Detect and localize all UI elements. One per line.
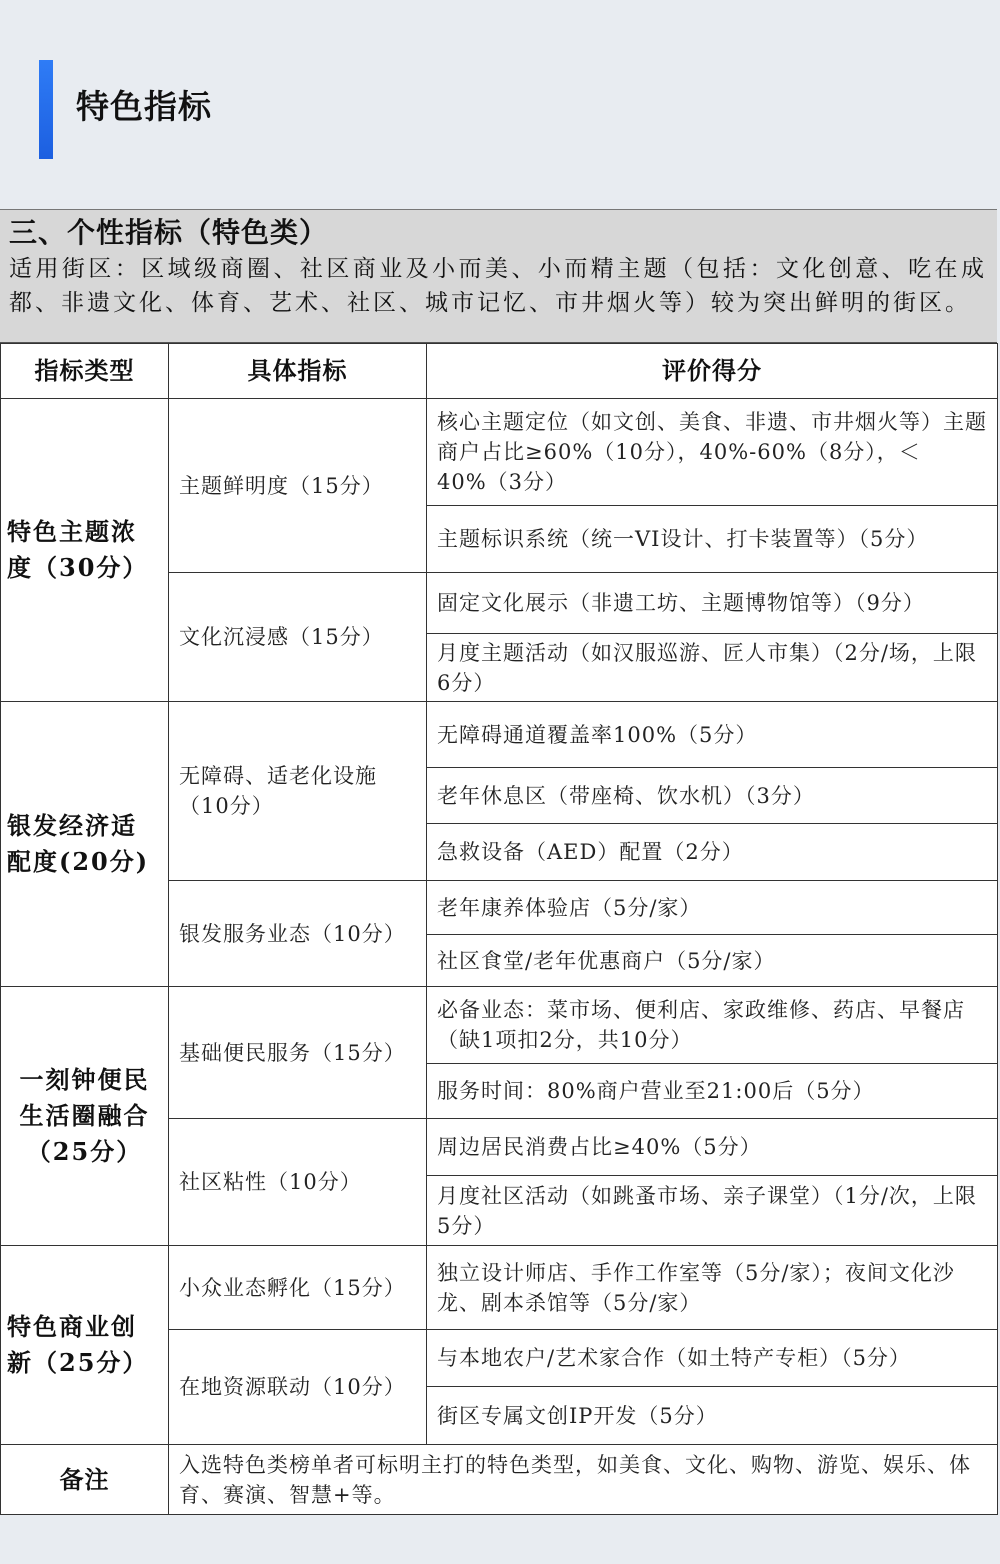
criteria-cell: 独立设计师店、手作工作室等（5分/家）；夜间文化沙龙、剧本杀馆等（5分/家） — [427, 1246, 998, 1330]
table-row — [1, 1445, 998, 1515]
criteria-cell: 固定文化展示（非遗工坊、主题博物馆等）（9分） — [427, 573, 998, 634]
page-header — [0, 0, 1000, 208]
section-heading: 三、个性指标（特色类） — [9, 216, 329, 249]
table-row — [1, 702, 998, 768]
column-header: 评价得分 — [427, 344, 998, 399]
indicator-cell: 小众业态孵化（15分） — [169, 1246, 427, 1330]
indicator-cell: 社区粘性（10分） — [169, 1119, 427, 1246]
criteria-cell: 月度社区活动（如跳蚤市场、亲子课堂）（1分/次，上限5分） — [427, 1176, 998, 1246]
table-row — [1, 399, 998, 506]
indicator-cell: 无障碍、适老化设施（10分） — [169, 702, 427, 881]
criteria-cell: 与本地农户/艺术家合作（如土特产专柜）（5分） — [427, 1330, 998, 1387]
criteria-cell: 月度主题活动（如汉服巡游、匠人市集）（2分/场，上限6分） — [427, 634, 998, 702]
column-header: 具体指标 — [169, 344, 427, 399]
section-intro — [0, 209, 997, 343]
criteria-cell: 街区专属文创IP开发（5分） — [427, 1387, 998, 1445]
accent-bar — [39, 60, 53, 159]
category-cell: 一刻钟便民生活圈融合（25分） — [1, 987, 169, 1246]
table-row — [1, 1246, 998, 1330]
indicator-cell: 文化沉浸感（15分） — [169, 573, 427, 702]
criteria-cell: 核心主题定位（如文创、美食、非遗、市井烟火等）主题商户占比≥60%（10分），40%-60%（8分），＜40%（3分） — [427, 399, 998, 506]
criteria-cell: 无障碍通道覆盖率100%（5分） — [427, 702, 998, 768]
indicator-cell: 基础便民服务（15分） — [169, 987, 427, 1119]
criteria-cell: 服务时间：80%商户营业至21:00后（5分） — [427, 1064, 998, 1119]
category-cell: 特色商业创新（25分） — [1, 1246, 169, 1445]
indicator-cell: 主题鲜明度（15分） — [169, 399, 427, 573]
section-description: 适用街区：区域级商圈、社区商业及小而美、小而精主题（包括：文化创意、吃在成都、非遗文化、体育、艺术、社区、城市记忆、市井烟火等）较为突出鲜明的街区。 — [9, 256, 987, 316]
indicator-cell: 银发服务业态（10分） — [169, 881, 427, 987]
indicator-cell: 在地资源联动（10分） — [169, 1330, 427, 1445]
note-label: 备注 — [1, 1445, 169, 1515]
criteria-cell: 老年康养体验店（5分/家） — [427, 881, 998, 935]
table-header-row — [1, 344, 998, 399]
category-cell: 特色主题浓度（30分） — [1, 399, 169, 702]
criteria-cell: 周边居民消费占比≥40%（5分） — [427, 1119, 998, 1176]
criteria-cell: 老年休息区（带座椅、饮水机）（3分） — [427, 768, 998, 824]
category-cell: 银发经济适配度(20分) — [1, 702, 169, 987]
criteria-cell: 必备业态：菜市场、便利店、家政维修、药店、早餐店（缺1项扣2分，共10分） — [427, 987, 998, 1064]
criteria-cell: 社区食堂/老年优惠商户（5分/家） — [427, 935, 998, 987]
criteria-cell: 主题标识系统（统一VI设计、打卡装置等）（5分） — [427, 506, 998, 573]
document-image — [0, 209, 997, 1515]
note-text: 入选特色类榜单者可标明主打的特色类型，如美食、文化、购物、游览、娱乐、体育、赛演、智慧+等。 — [169, 1445, 998, 1515]
indicator-table — [0, 343, 998, 1515]
column-header: 指标类型 — [1, 344, 169, 399]
page-title: 特色指标 — [76, 87, 212, 126]
criteria-cell: 急救设备（AED）配置（2分） — [427, 824, 998, 881]
table-row — [1, 987, 998, 1064]
